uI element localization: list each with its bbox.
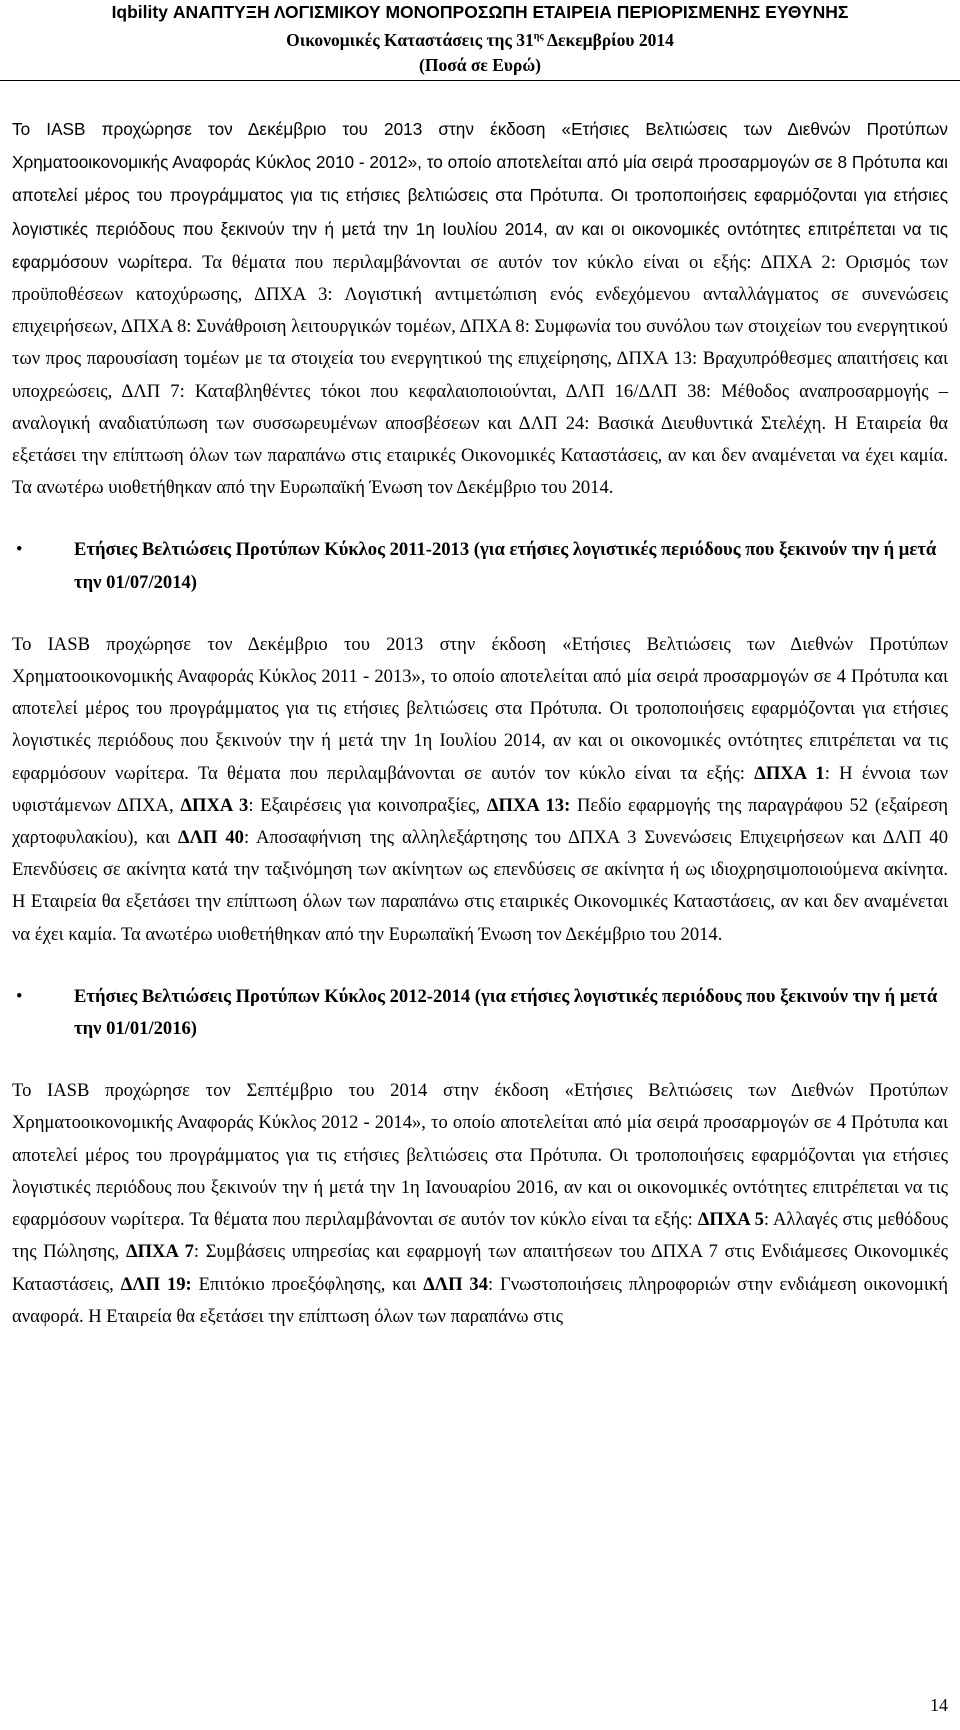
company-name: Iqbility ΑΝΑΠΤΥΞΗ ΛΟΓΙΣΜΙΚΟΥ ΜΟΝΟΠΡΟΣΩΠΗ ΕΤΑΙΡΕΙΑ ΠΕΡΙΟΡΙΣΜΕΝΗΣ ΕΥΘΥΝΗΣ <box>111 2 849 22</box>
bullet-heading-2011-2013: • Ετήσιες Βελτιώσεις Προτύπων Κύκλος 2011-2013 (για ετήσιες λογιστικές περιόδους που ξεκινούν την ή μετά την 01/07/2014) <box>12 534 948 598</box>
paragraph-cycle-2012-2014: Το IASB προχώρησε τον Σεπτέμβριο του 2014 στην έκδοση «Ετήσιες Βελτιώσεις των Διεθνών Προτύπων Χρηματοοικονομικής Αναφοράς Κύκλος 2012 - 2014», το οποίο αποτελείται από μία σειρά προσαρμογών σε 4 Πρότυπα και αποτελεί μέρος του προγράμματος για τις ετήσιες βελτιώσεις στα Πρότυπα. Οι τροποποιήσεις εφαρμόζονται για ετήσιες λογιστικές περιόδους που ξεκινούν την ή μετά την 1η Ιανουαρίου 2016, αν και οι οικονομικές οντότητες επιτρέπεται να τις εφαρμόσουν νωρίτερα. Τα θέματα που περιλαμβάνονται σε αυτόν τον κύκλο είναι τα εξής: ΔΠΧΑ 5: Αλλαγές στις μεθόδους της Πώλησης, ΔΠΧΑ 7: Συμβάσεις υπηρεσίας και εφαρμογή των απαιτήσεων του ΔΠΧΑ 7 στις Ενδιάμεσες Οικονομικές Καταστάσεις, ΔΛΠ 19: Επιτόκιο προεξόφλησης, και ΔΛΠ 34: Γνωστοποιήσεις πληροφοριών στην ενδιάμεση οικονομική αναφορά. Η Εταιρεία θα εξετάσει την επίπτωση όλων των παραπάνω στις <box>12 1080 948 1327</box>
paragraph-cycle-2011-2013: Το IASB προχώρησε τον Δεκέμβριο του 2013 στην έκδοση «Ετήσιες Βελτιώσεις των Διεθνών Προτύπων Χρηματοοικονομικής Αναφοράς Κύκλος 2011 - 2013», το οποίο αποτελείται από μία σειρά προσαρμογών σε 4 Πρότυπα και αποτελεί μέρος του προγράμματος για τις ετήσιες βελτιώσεις στα Πρότυπα. Οι τροποποιήσεις εφαρμόζονται για ετήσιες λογιστικές περιόδους που ξεκινούν την ή μετά την 1η Ιουλίου 2014, αν και οι οικονομικές οντότητες επιτρέπεται να τις εφαρμόσουν νωρίτερα. Τα θέματα που περιλαμβάνονται σε αυτόν τον κύκλο είναι τα εξής: ΔΠΧΑ 1: Η έννοια των υφιστάμενων ΔΠΧΑ, ΔΠΧΑ 3: Εξαιρέσεις για κοινοπραξίες, ΔΠΧΑ 13: Πεδίο εφαρμογής της παραγράφου 52 (εξαίρεση χαρτοφυλακίου), και ΔΛΠ 40: Αποσαφήνιση της αλληλεξάρτησης του ΔΠΧΑ 3 Συνενώσεις Επιχειρήσεων και ΔΛΠ 40 Επενδύσεις σε ακίνητα κατά την ταξινόμηση των ακίνητων ως επενδύσεις σε ακίνητα ή ως ιδιοχρησιμοποιούμενα ακίνητα. Η Εταιρεία θα εξετάσει την επίπτωση όλων των παραπάνω στις εταιρικές Οικονομικές Καταστάσεις, αν και δεν αναμένεται να έχει καμία. Τα ανωτέρω υιοθετήθηκαν από την Ευρωπαϊκή Ένωση τον Δεκέμβριο του 2014. <box>12 633 949 945</box>
bullet-icon: • <box>16 985 23 1007</box>
page-number: 14 <box>930 1695 948 1715</box>
page-header <box>0 0 960 81</box>
paragraph-cycle-2010-2012: Το IASB προχώρησε τον Δεκέμβριο του 2013 στην έκδοση «Ετήσιες Βελτιώσεις των Διεθνών Προτύπων Χρηματοοικονομικής Αναφοράς Κύκλος 2010 - 2012», το οποίο αποτελείται από μία σειρά προσαρμογών σε 8 Πρότυπα και αποτελεί μέρος του προγράμματος για τις ετήσιες βελτιώσεις στα Πρότυπα. Οι τροποποιήσεις εφαρμόζονται για ετήσιες λογιστικές περιόδους που ξεκινούν την ή μετά την 1η Ιουλίου 2014, αν και οι οικονομικές οντότητες επιτρέπεται να τις εφαρμόσουν νωρίτερα. Τα θέματα που περιλαμβάνονται σε αυτόν τον κύκλο είναι οι εξής: ΔΠΧΑ 2: Ορισμός των προϋποθέσεων κατοχύρωσης, ΔΠΧΑ 3: Λογιστική αντιμετώπιση ενός ενδεχόμενου ανταλλάγματος σε συνενώσεις επιχειρήσεων, ΔΠΧΑ 8: Συνάθροιση λειτουργικών τομέων, ΔΠΧΑ 8: Συμφωνία του συνόλου των στοιχείων του ενεργητικού των προς παρουσίαση τομέων με τα στοιχεία του ενεργητικού της επιχείρησης, ΔΠΧΑ 13: Βραχυπρόθεσμες απαιτήσεις και υποχρεώσεις, ΔΛΠ 7: Καταβληθέντες τόκοι που κεφαλαιοποιούνται, ΔΛΠ 16/ΔΛΠ 38: Μέθοδος αναπροσαρμογής – αναλογική αναδιατύπωση των συσσωρευμένων αποσβέσεων και ΔΛΠ 24: Βασικά Διευθυντικά Στελέχη. Η Εταιρεία θα εξετάσει την επίπτωση όλων των παραπάνω στις εταιρικές Οικονομικές Καταστάσεις, αν και δεν αναμένεται να έχει καμία. Τα ανωτέρω υιοθετήθηκαν από την Ευρωπαϊκή Ένωση τον Δεκέμβριο του 2014. <box>12 119 948 499</box>
bullet-icon: • <box>16 539 23 561</box>
statements-title: Οικονομικές Καταστάσεις της $31^{\eta\varsigma}$ Δεκεμβρίου 2014 <box>286 29 674 50</box>
document-body <box>12 113 948 1333</box>
bullet-heading-2012-2014: • Ετήσιες Βελτιώσεις Προτύπων Κύκλος 2012-2014 (για ετήσιες λογιστικές περιόδους που ξεκινούν την ή μετά την 01/01/2016) <box>12 981 948 1045</box>
currency-note: (Ποσά σε Ευρώ) <box>419 54 541 75</box>
